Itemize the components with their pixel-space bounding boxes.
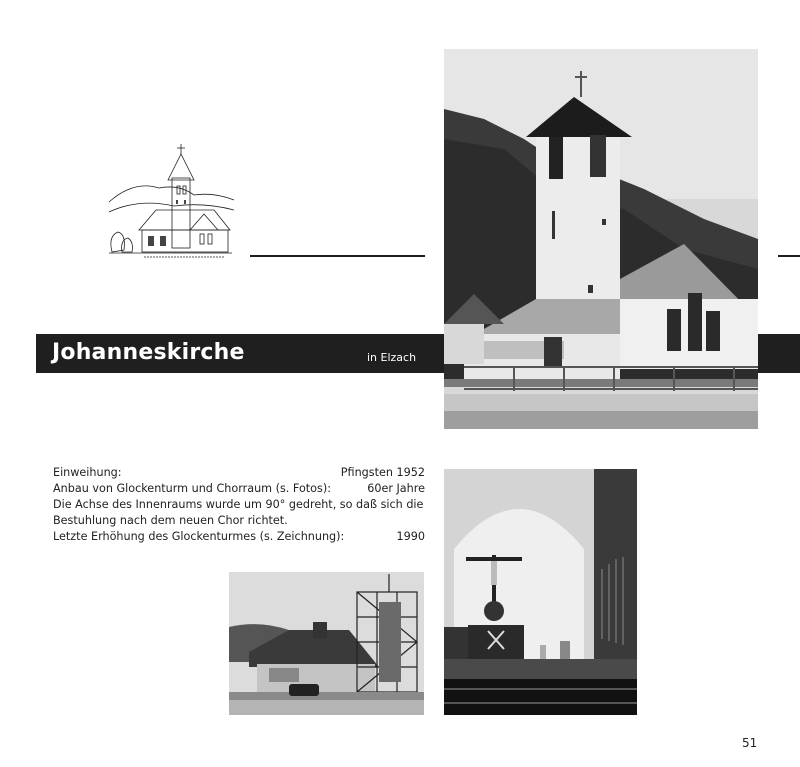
info-row-tower-raise — [53, 529, 425, 545]
info-value: 60er Jahre — [367, 482, 425, 495]
divider-line-left — [250, 255, 425, 257]
info-value: Pfingsten 1952 — [340, 466, 425, 479]
church-exterior-photo — [444, 49, 758, 429]
church-interior-photo — [444, 469, 637, 715]
page-title: Johanneskirche — [52, 340, 245, 365]
construction-photo — [229, 572, 424, 715]
church-info — [53, 465, 425, 545]
page-number: 51 — [742, 736, 758, 750]
info-label: Anbau von Glockenturm und Chorraum (s. Fotos): — [53, 482, 331, 495]
info-label: Letzte Erhöhung des Glockenturmes (s. Zeichnung): — [53, 530, 345, 543]
info-paragraph: Die Achse des Innenraums wurde um 90° gedreht, so daß sich die Bestuhlung nach dem neuen Chor richtet. — [53, 498, 424, 527]
page-subtitle: in Elzach — [367, 351, 417, 364]
church-sketch-illustration — [104, 140, 239, 262]
divider-line-right — [778, 255, 800, 257]
info-label: Einweihung: — [53, 466, 122, 479]
info-row-extension — [53, 481, 425, 497]
info-value: 1990 — [396, 530, 425, 543]
info-row-consecration — [53, 465, 425, 481]
